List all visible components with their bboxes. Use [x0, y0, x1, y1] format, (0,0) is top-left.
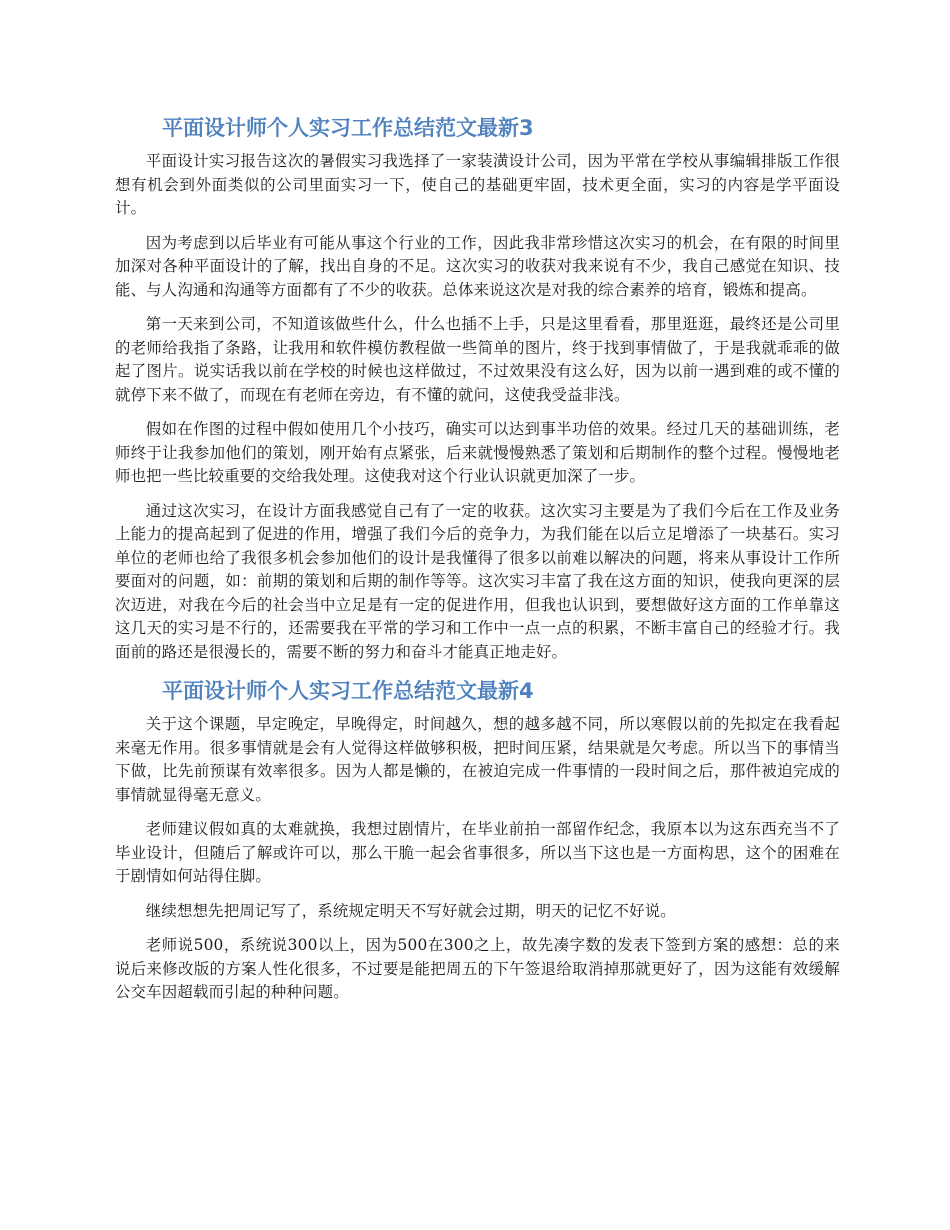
paragraph: 假如在作图的过程中假如使用几个小技巧，确实可以达到事半功倍的效果。经过几天的基础训练，老师终于让我参加他们的策划，刚开始有点紧张，后来就慢慢熟悉了策划和后期制作的整个过程。慢慢地老师也把一些比较重要的交给我处理。这使我对这个行业认识就更加深了一步。 — [115, 420, 840, 485]
paragraph: 继续想想先把周记写了，系统规定明天不写好就会过期，明天的记忆不好说。 — [145, 901, 676, 920]
section-3 — [115, 112, 840, 664]
paragraph: 通过这次实习，在设计方面我感觉自己有了一定的收获。这次实习主要是为了我们今后在工作及业务上能力的提高起到了促进的作用，增强了我们今后的竞争力，为我们能在以后立足增添了一块基石。实习单位的老师也给了我很多机会参加他们的设计是我懂得了很多以前难以解决的问题，将来从事设计工作所要面对的问题，如：前期的策划和后期的制作等等。这次实习丰富了我在这方面的知识，使我向更深的层次迈进，对我在今后的社会当中立足是有一定的促进作用，但我也认识到，要想做好这方面的工作单靠这这几天的实习是不行的，还需要我在平常的学习和工作中一点一点的积累，不断丰富自己的经验才行。我面前的路还是很漫长的，需要不断的努力和奋斗才能真正地走好。 — [115, 501, 840, 661]
paragraph: 平面设计实习报告这次的暑假实习我选择了一家装潢设计公司，因为平常在学校从事编辑排版工作很想有机会到外面类似的公司里面实习一下，使自己的基础更牢固，技术更全面，实习的内容是学平面设计。 — [115, 152, 840, 217]
section-title: 平面设计师个人实习工作总结范文最新3 — [162, 116, 534, 140]
paragraph: 老师建议假如真的太难就换，我想过剧情片，在毕业前拍一部留作纪念，我原本以为这东西充当不了毕业设计，但随后了解或许可以，那么干脆一起会省事很多，所以当下这也是一方面构思，这个的困难在于剧情如何站得住脚。 — [115, 820, 840, 885]
paragraph: 老师说500，系统说300以上，因为500在300之上，故先凑字数的发表下签到方案的感想：总的来说后来修改版的方案人性化很多，不过要是能把周五的下午签退给取消掉那就更好了，因为这能有效缓解公交车因超载而引起的种种问题。 — [115, 936, 840, 1001]
paragraph: 关于这个课题，早定晚定，早晚得定，时间越久，想的越多越不同，所以寒假以前的先拟定在我看起来毫无作用。很多事情就是会有人觉得这样做够积极，把时间压紧，结果就是欠考虑。所以当下的事情当下做，比先前预谋有效率很多。因为人都是懒的，在被迫完成一件事情的一段时间之后，那件被迫完成的事情就显得毫无意义。 — [115, 715, 840, 804]
section-title: 平面设计师个人实习工作总结范文最新4 — [162, 679, 534, 703]
section-4 — [115, 675, 840, 1005]
paragraph: 因为考虑到以后毕业有可能从事这个行业的工作，因此我非常珍惜这次实习的机会，在有限的时间里加深对各种平面设计的了解，找出自身的不足。这次实习的收获对我来说有不少，我自己感觉在知识、技能、与人沟通和沟通等方面都有了不少的收获。总体来说这次是对我的综合素养的培育，锻炼和提高。 — [115, 233, 840, 299]
document-body — [115, 112, 840, 1016]
paragraph: 第一天来到公司，不知道该做些什么，什么也插不上手，只是这里看看，那里逛逛，最终还是公司里的老师给我指了条路，让我用和软件模仿教程做一些简单的图片，终于找到事情做了，于是我就乖乖的做起了图片。说实话我以前在学校的时候也这样做过，不过效果没有这么好，因为以前一遇到难的或不懂的就停下来不做了，而现在有老师在旁边，有不懂的就问，这使我受益非浅。 — [115, 315, 840, 404]
